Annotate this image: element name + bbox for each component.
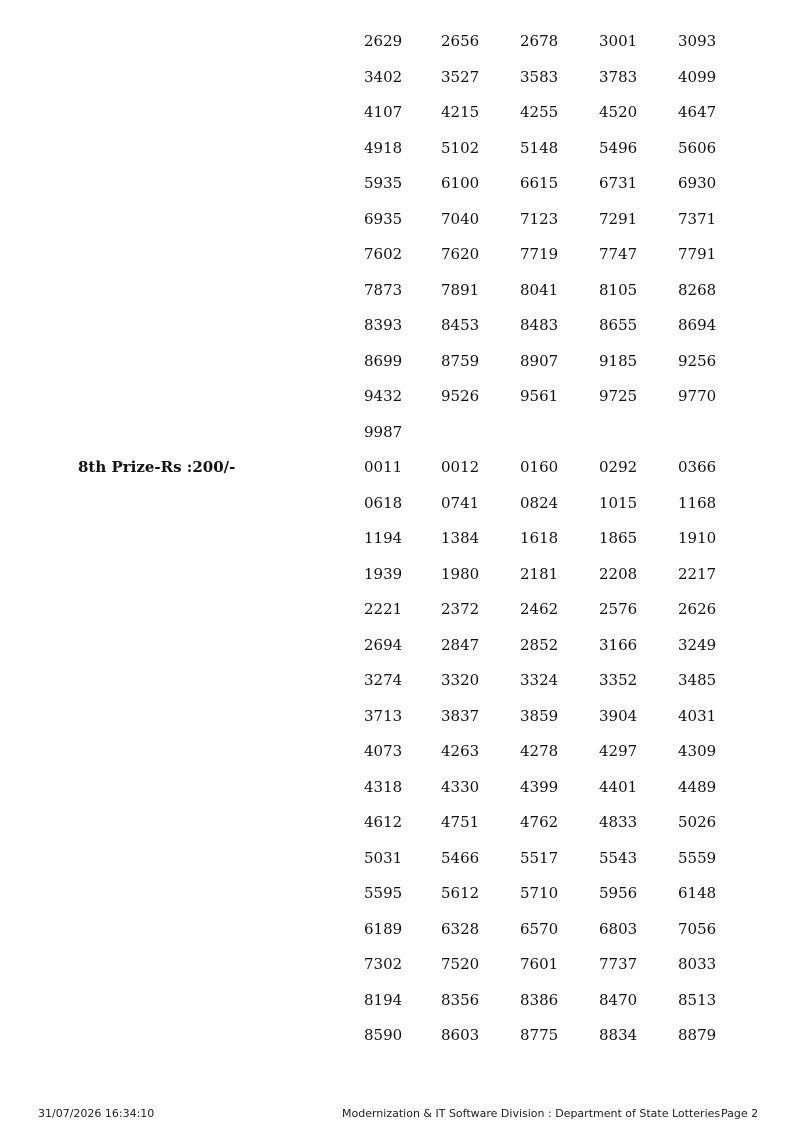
- ticket-number: 5595: [364, 884, 403, 902]
- ticket-number: 4255: [520, 103, 559, 121]
- ticket-number: 8694: [678, 316, 717, 334]
- number-row: [0, 634, 800, 656]
- ticket-number: 0618: [364, 493, 403, 512]
- ticket-number: 9987: [364, 422, 403, 441]
- ticket-number: 8105: [599, 280, 638, 299]
- number-row: [0, 492, 800, 514]
- ticket-number: 2208: [599, 564, 638, 583]
- ticket-number: 7601: [520, 955, 559, 973]
- ticket-number: 7620: [441, 245, 480, 263]
- number-row: [0, 811, 800, 833]
- ticket-number: 5148: [520, 138, 559, 157]
- number-row: [0, 847, 800, 869]
- number-row: [0, 350, 800, 372]
- ticket-number: 1384: [441, 529, 480, 547]
- ticket-number: 3783: [599, 67, 638, 86]
- number-row: [0, 776, 800, 798]
- ticket-number: 8655: [599, 316, 638, 334]
- ticket-number: 7737: [599, 955, 638, 973]
- number-row: [0, 989, 800, 1011]
- number-row: [0, 669, 800, 691]
- prize-label: 8th Prize-Rs :200/-: [78, 458, 236, 476]
- ticket-number: 4489: [678, 777, 717, 796]
- ticket-number: 7747: [599, 245, 638, 263]
- ticket-number: 6570: [520, 919, 559, 938]
- number-row: [0, 740, 800, 762]
- number-row: [0, 101, 800, 123]
- ticket-number: 7891: [441, 280, 480, 299]
- number-row: [0, 1024, 800, 1046]
- ticket-number: 3485: [678, 671, 717, 689]
- footer-timestamp: 31/07/2026 16:34:10: [38, 1107, 155, 1120]
- ticket-number: 8453: [441, 316, 480, 334]
- number-row: [0, 953, 800, 975]
- ticket-number: 5710: [520, 884, 559, 902]
- ticket-number: 2629: [364, 32, 403, 50]
- ticket-number: 9725: [599, 387, 638, 405]
- ticket-number: 5466: [441, 848, 480, 867]
- number-row: [0, 30, 800, 52]
- ticket-number: 4762: [520, 813, 559, 831]
- page-footer: [0, 1105, 800, 1123]
- ticket-number: 7791: [678, 245, 717, 263]
- ticket-number: 7040: [441, 209, 480, 228]
- ticket-number: 4751: [441, 813, 480, 831]
- ticket-number: 1168: [678, 493, 717, 512]
- ticket-number: 4520: [599, 103, 638, 121]
- ticket-number: 3904: [599, 706, 638, 725]
- ticket-number: 4073: [364, 742, 403, 760]
- ticket-number: 5517: [520, 848, 559, 867]
- ticket-number: 8699: [364, 351, 403, 370]
- ticket-number: 4099: [678, 67, 717, 86]
- number-row: [0, 598, 800, 620]
- ticket-number: 9256: [678, 351, 717, 370]
- ticket-number: 2694: [364, 635, 403, 654]
- ticket-number: 4401: [599, 777, 638, 796]
- ticket-number: 0366: [678, 458, 717, 476]
- ticket-number: 5031: [364, 848, 403, 867]
- ticket-number: 4612: [364, 813, 403, 831]
- ticket-number: 3320: [441, 671, 480, 689]
- ticket-number: 4297: [599, 742, 638, 760]
- ticket-number: 5606: [678, 138, 717, 157]
- ticket-number: 0012: [441, 458, 480, 476]
- ticket-number: 5543: [599, 848, 638, 867]
- ticket-number: 3713: [364, 706, 403, 725]
- ticket-number: 5612: [441, 884, 480, 902]
- ticket-number: 0292: [599, 458, 638, 476]
- ticket-number: 7371: [678, 209, 717, 228]
- ticket-number: 5026: [678, 813, 717, 831]
- ticket-number: 1939: [364, 564, 403, 583]
- ticket-number: 4215: [441, 103, 480, 121]
- ticket-number: 1618: [520, 529, 559, 547]
- ticket-number: 7123: [520, 209, 559, 228]
- ticket-number: 3166: [599, 635, 638, 654]
- ticket-number: 8356: [441, 990, 480, 1009]
- number-row: [0, 66, 800, 88]
- ticket-number: 1194: [364, 529, 403, 547]
- ticket-number: 2221: [364, 600, 403, 618]
- ticket-number: 2181: [520, 564, 559, 583]
- ticket-number: 3274: [364, 671, 403, 689]
- ticket-number: 7719: [520, 245, 559, 263]
- ticket-number: 9185: [599, 351, 638, 370]
- ticket-number: 3583: [520, 67, 559, 86]
- ticket-number: 8879: [678, 1026, 717, 1044]
- ticket-number: 2372: [441, 600, 480, 618]
- ticket-number: 2847: [441, 635, 480, 654]
- number-row: [0, 243, 800, 265]
- ticket-number: 8590: [364, 1026, 403, 1044]
- number-row: [0, 172, 800, 194]
- ticket-number: 2678: [520, 32, 559, 50]
- number-row: [0, 918, 800, 940]
- ticket-number: 4031: [678, 706, 717, 725]
- ticket-number: 5559: [678, 848, 717, 867]
- ticket-number: 4309: [678, 742, 717, 760]
- ticket-number: 9770: [678, 387, 717, 405]
- number-row: [0, 279, 800, 301]
- ticket-number: 8513: [678, 990, 717, 1009]
- ticket-number: 8470: [599, 990, 638, 1009]
- ticket-number: 5496: [599, 138, 638, 157]
- ticket-number: 8041: [520, 280, 559, 299]
- ticket-number: 9432: [364, 387, 403, 405]
- ticket-number: 3352: [599, 671, 638, 689]
- number-row: [0, 385, 800, 407]
- ticket-number: 5935: [364, 174, 403, 192]
- ticket-number: 7302: [364, 955, 403, 973]
- ticket-number: 8759: [441, 351, 480, 370]
- ticket-number: 6615: [520, 174, 559, 192]
- ticket-number: 7602: [364, 245, 403, 263]
- ticket-number: 3001: [599, 32, 638, 50]
- ticket-number: 4278: [520, 742, 559, 760]
- ticket-number: 3859: [520, 706, 559, 725]
- ticket-number: 3324: [520, 671, 559, 689]
- ticket-number: 0011: [364, 458, 403, 476]
- ticket-number: 6803: [599, 919, 638, 938]
- ticket-number: 6935: [364, 209, 403, 228]
- ticket-number: 6100: [441, 174, 480, 192]
- ticket-number: 9526: [441, 387, 480, 405]
- ticket-number: 3402: [364, 67, 403, 86]
- ticket-number: 4330: [441, 777, 480, 796]
- ticket-number: 2852: [520, 635, 559, 654]
- ticket-number: 8834: [599, 1026, 638, 1044]
- ticket-number: 8907: [520, 351, 559, 370]
- number-row: [0, 314, 800, 336]
- footer-division: Modernization & IT Software Division : Department of State Lotteries: [342, 1107, 721, 1120]
- ticket-number: 6189: [364, 919, 403, 938]
- ticket-number: 2217: [678, 564, 717, 583]
- number-row: [0, 882, 800, 904]
- ticket-number: 0824: [520, 493, 559, 512]
- ticket-number: 3837: [441, 706, 480, 725]
- ticket-number: 8386: [520, 990, 559, 1009]
- ticket-number: 6328: [441, 919, 480, 938]
- footer-page-number: Page 2: [721, 1107, 759, 1120]
- ticket-number: 8393: [364, 316, 403, 334]
- ticket-number: 0741: [441, 493, 480, 512]
- ticket-number: 2626: [678, 600, 717, 618]
- ticket-number: 5956: [599, 884, 638, 902]
- ticket-number: 8603: [441, 1026, 480, 1044]
- number-row: [0, 456, 800, 478]
- ticket-number: 7520: [441, 955, 480, 973]
- ticket-number: 7291: [599, 209, 638, 228]
- ticket-number: 2462: [520, 600, 559, 618]
- ticket-number: 3527: [441, 67, 480, 86]
- ticket-number: 7873: [364, 280, 403, 299]
- ticket-number: 4399: [520, 777, 559, 796]
- ticket-number: 6930: [678, 174, 717, 192]
- ticket-number: 1910: [678, 529, 717, 547]
- ticket-number: 8775: [520, 1026, 559, 1044]
- ticket-number: 7056: [678, 919, 717, 938]
- ticket-number: 5102: [441, 138, 480, 157]
- ticket-number: 4833: [599, 813, 638, 831]
- ticket-number: 4263: [441, 742, 480, 760]
- ticket-number: 2576: [599, 600, 638, 618]
- ticket-number: 8483: [520, 316, 559, 334]
- number-row: [0, 527, 800, 549]
- number-row: [0, 208, 800, 230]
- ticket-number: 8268: [678, 280, 717, 299]
- number-row: [0, 563, 800, 585]
- ticket-number: 0160: [520, 458, 559, 476]
- ticket-number: 4318: [364, 777, 403, 796]
- ticket-number: 4647: [678, 103, 717, 121]
- ticket-number: 1865: [599, 529, 638, 547]
- number-row: [0, 137, 800, 159]
- ticket-number: 3249: [678, 635, 717, 654]
- ticket-number: 9561: [520, 387, 559, 405]
- ticket-number: 4107: [364, 103, 403, 121]
- number-row: [0, 705, 800, 727]
- ticket-number: 6731: [599, 174, 638, 192]
- ticket-number: 6148: [678, 884, 717, 902]
- ticket-number: 1015: [599, 493, 638, 512]
- ticket-number: 8194: [364, 990, 403, 1009]
- ticket-number: 1980: [441, 564, 480, 583]
- number-row: [0, 421, 800, 443]
- ticket-number: 8033: [678, 955, 717, 973]
- ticket-number: 3093: [678, 32, 717, 50]
- ticket-number: 4918: [364, 138, 403, 157]
- ticket-number: 2656: [441, 32, 480, 50]
